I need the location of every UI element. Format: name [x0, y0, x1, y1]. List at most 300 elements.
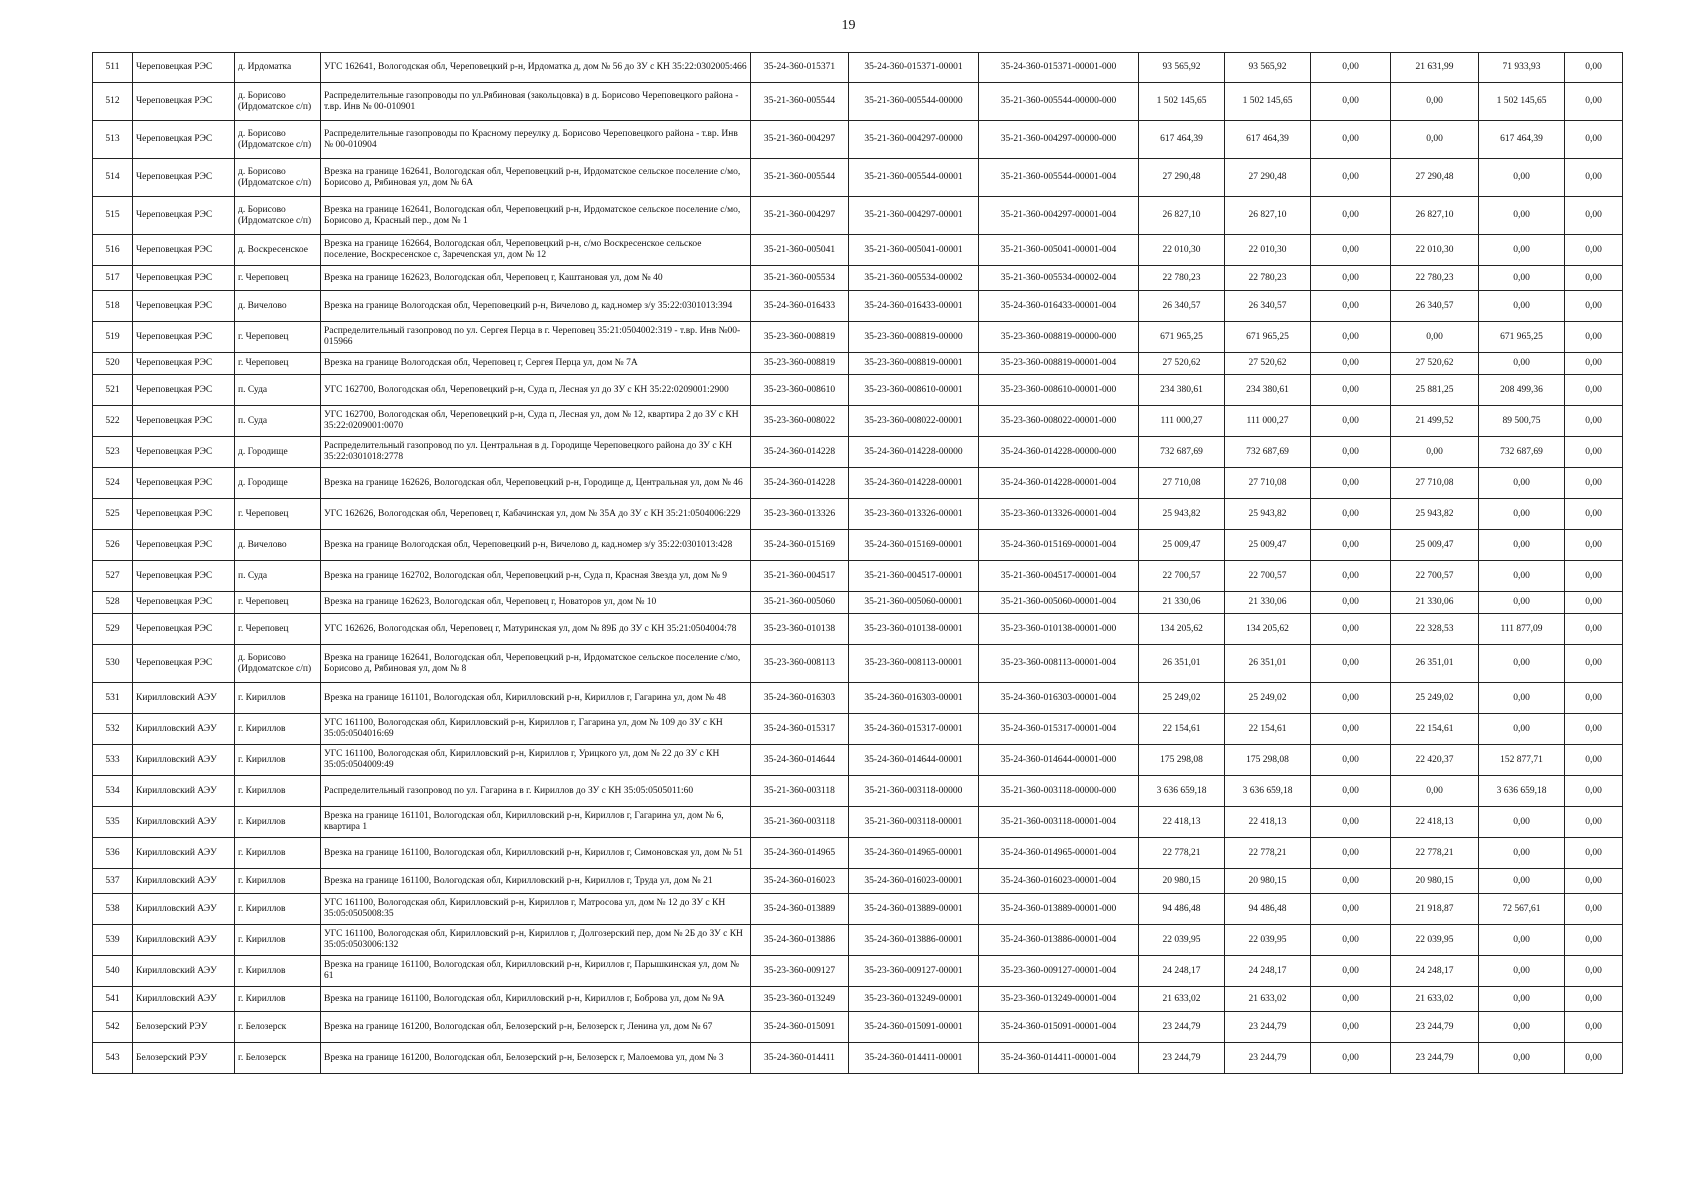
value-col-4: 25 009,47 [1391, 530, 1479, 561]
value-col-6: 0,00 [1565, 406, 1623, 437]
code-2: 35-21-360-004297-00000 [849, 121, 979, 159]
value-book: 22 039,95 [1225, 925, 1311, 956]
row-number: 541 [93, 987, 133, 1012]
organization: Череповецкая РЭС [133, 291, 235, 322]
value-book: 93 565,92 [1225, 53, 1311, 83]
code-1: 35-24-360-014228 [751, 468, 849, 499]
object-description: Распределительные газопроводы по ул.Рябиновая (закольцовка) в д. Борисово Череповецкого района - т.вр. Инв № 00-010901 [321, 83, 751, 121]
code-3: 35-23-360-013326-00001-004 [979, 499, 1139, 530]
value-col-6: 0,00 [1565, 197, 1623, 235]
value-col-5: 0,00 [1479, 987, 1565, 1012]
object-description: Врезка на границе Вологодская обл, Череповецкий р-н, Вичелово д, кад.номер з/у 35:22:0301013:428 [321, 530, 751, 561]
code-2: 35-24-360-015371-00001 [849, 53, 979, 83]
value-col-3: 0,00 [1311, 1012, 1391, 1043]
locality: г. Кириллов [235, 987, 321, 1012]
object-description: УГС 161100, Вологодская обл, Кирилловский р-н, Кириллов г, Долгозерский пер, дом № 2Б до ЗУ с КН 35:05:0503006:132 [321, 925, 751, 956]
value-book: 94 486,48 [1225, 894, 1311, 925]
value-total: 234 380,61 [1139, 375, 1225, 406]
value-book: 27 290,48 [1225, 159, 1311, 197]
code-3: 35-24-360-013889-00001-000 [979, 894, 1139, 925]
value-book: 20 980,15 [1225, 869, 1311, 894]
locality: д. Ирдоматка [235, 53, 321, 83]
row-number: 511 [93, 53, 133, 83]
code-1: 35-23-360-009127 [751, 956, 849, 987]
row-number: 533 [93, 745, 133, 776]
code-1: 35-21-360-003118 [751, 776, 849, 807]
organization: Череповецкая РЭС [133, 375, 235, 406]
object-description: Врезка на границе 161100, Вологодская обл, Кирилловский р-н, Кириллов г, Труда ул, дом № 21 [321, 869, 751, 894]
value-total: 671 965,25 [1139, 322, 1225, 353]
code-1: 35-23-360-008819 [751, 322, 849, 353]
code-2: 35-21-360-005060-00001 [849, 592, 979, 614]
code-1: 35-23-360-008819 [751, 353, 849, 375]
value-book: 23 244,79 [1225, 1043, 1311, 1074]
value-col-4: 25 943,82 [1391, 499, 1479, 530]
table-row [93, 745, 1623, 776]
row-number: 539 [93, 925, 133, 956]
code-1: 35-24-360-015091 [751, 1012, 849, 1043]
value-col-4: 0,00 [1391, 776, 1479, 807]
code-1: 35-24-360-014228 [751, 437, 849, 468]
locality: д. Борисово (Ирдоматское с/п) [235, 83, 321, 121]
row-number: 517 [93, 266, 133, 291]
table-row [93, 121, 1623, 159]
value-col-6: 0,00 [1565, 869, 1623, 894]
organization: Череповецкая РЭС [133, 406, 235, 437]
code-1: 35-24-360-015317 [751, 714, 849, 745]
organization: Череповецкая РЭС [133, 499, 235, 530]
value-col-4: 0,00 [1391, 437, 1479, 468]
object-description: Врезка на границе 162626, Вологодская обл, Череповецкий р-н, Городище д, Центральная ул, дом № 46 [321, 468, 751, 499]
code-3: 35-23-360-008819-00001-004 [979, 353, 1139, 375]
value-total: 23 244,79 [1139, 1012, 1225, 1043]
row-number: 516 [93, 235, 133, 266]
value-col-6: 0,00 [1565, 83, 1623, 121]
value-col-5: 0,00 [1479, 197, 1565, 235]
table-row [93, 235, 1623, 266]
value-total: 22 700,57 [1139, 561, 1225, 592]
row-number: 512 [93, 83, 133, 121]
object-description: УГС 162626, Вологодская обл, Череповец г, Матуринская ул, дом № 89Б до ЗУ с КН 35:21:0504004:78 [321, 614, 751, 645]
organization: Череповецкая РЭС [133, 322, 235, 353]
value-col-3: 0,00 [1311, 838, 1391, 869]
value-book: 22 154,61 [1225, 714, 1311, 745]
object-description: Распределительный газопровод по ул. Сергея Перца в г. Череповец 35:21:0504002:319 - т.вр. Инв №00-015966 [321, 322, 751, 353]
code-3: 35-24-360-015317-00001-004 [979, 714, 1139, 745]
object-description: Врезка на границе Вологодская обл, Череповецкий р-н, Вичелово д, кад.номер з/у 35:22:0301013:394 [321, 291, 751, 322]
value-col-6: 0,00 [1565, 894, 1623, 925]
row-number: 535 [93, 807, 133, 838]
object-description: Врезка на границе Вологодская обл, Череповец г, Сергея Перца ул, дом № 7А [321, 353, 751, 375]
locality: д. Воскресенское [235, 235, 321, 266]
row-number: 540 [93, 956, 133, 987]
value-book: 3 636 659,18 [1225, 776, 1311, 807]
code-3: 35-21-360-005544-00001-004 [979, 159, 1139, 197]
table-row [93, 291, 1623, 322]
value-col-5: 1 502 145,65 [1479, 83, 1565, 121]
code-3: 35-23-360-008819-00000-000 [979, 322, 1139, 353]
value-total: 26 340,57 [1139, 291, 1225, 322]
value-col-3: 0,00 [1311, 375, 1391, 406]
table-row [93, 406, 1623, 437]
code-1: 35-21-360-003118 [751, 807, 849, 838]
value-col-4: 26 351,01 [1391, 645, 1479, 683]
value-total: 21 633,02 [1139, 987, 1225, 1012]
code-2: 35-24-360-016023-00001 [849, 869, 979, 894]
value-col-5: 0,00 [1479, 683, 1565, 714]
row-number: 528 [93, 592, 133, 614]
table-row [93, 437, 1623, 468]
row-number: 543 [93, 1043, 133, 1074]
code-3: 35-21-360-005041-00001-004 [979, 235, 1139, 266]
value-book: 26 340,57 [1225, 291, 1311, 322]
code-3: 35-24-360-016023-00001-004 [979, 869, 1139, 894]
locality: г. Кириллов [235, 807, 321, 838]
value-col-3: 0,00 [1311, 745, 1391, 776]
value-col-5: 0,00 [1479, 869, 1565, 894]
value-col-3: 0,00 [1311, 353, 1391, 375]
value-col-6: 0,00 [1565, 266, 1623, 291]
table-row [93, 353, 1623, 375]
value-col-3: 0,00 [1311, 235, 1391, 266]
row-number: 538 [93, 894, 133, 925]
value-col-6: 0,00 [1565, 925, 1623, 956]
row-number: 531 [93, 683, 133, 714]
value-col-6: 0,00 [1565, 468, 1623, 499]
value-col-6: 0,00 [1565, 645, 1623, 683]
object-description: УГС 162700, Вологодская обл, Череповецкий р-н, Суда п, Лесная ул до ЗУ с КН 35:22:0209001:2900 [321, 375, 751, 406]
locality: д. Борисово (Ирдоматское с/п) [235, 121, 321, 159]
locality: п. Суда [235, 561, 321, 592]
row-number: 526 [93, 530, 133, 561]
row-number: 542 [93, 1012, 133, 1043]
table-row [93, 614, 1623, 645]
organization: Череповецкая РЭС [133, 592, 235, 614]
row-number: 524 [93, 468, 133, 499]
table-row [93, 807, 1623, 838]
code-3: 35-21-360-005534-00002-004 [979, 266, 1139, 291]
value-col-4: 26 827,10 [1391, 197, 1479, 235]
code-3: 35-21-360-004297-00001-004 [979, 197, 1139, 235]
value-col-4: 27 710,08 [1391, 468, 1479, 499]
row-number: 523 [93, 437, 133, 468]
locality: д. Борисово (Ирдоматское с/п) [235, 197, 321, 235]
organization: Череповецкая РЭС [133, 561, 235, 592]
registry-body [93, 53, 1623, 1074]
locality: г. Кириллов [235, 745, 321, 776]
code-1: 35-21-360-005544 [751, 159, 849, 197]
value-col-5: 72 567,61 [1479, 894, 1565, 925]
value-col-5: 0,00 [1479, 956, 1565, 987]
code-2: 35-24-360-014965-00001 [849, 838, 979, 869]
table-row [93, 1012, 1623, 1043]
value-col-4: 24 248,17 [1391, 956, 1479, 987]
code-3: 35-21-360-003118-00001-004 [979, 807, 1139, 838]
table-row [93, 592, 1623, 614]
value-col-4: 25 249,02 [1391, 683, 1479, 714]
value-book: 1 502 145,65 [1225, 83, 1311, 121]
object-description: Врезка на границе 162623, Вологодская обл, Череповец г, Каштановая ул, дом № 40 [321, 266, 751, 291]
object-description: Врезка на границе 161101, Вологодская обл, Кирилловский р-н, Кириллов г, Гагарина ул, дом № 6, квартира 1 [321, 807, 751, 838]
locality: г. Череповец [235, 499, 321, 530]
value-total: 732 687,69 [1139, 437, 1225, 468]
code-3: 35-23-360-008022-00001-000 [979, 406, 1139, 437]
table-row [93, 714, 1623, 745]
value-book: 26 351,01 [1225, 645, 1311, 683]
value-total: 22 778,21 [1139, 838, 1225, 869]
locality: п. Суда [235, 406, 321, 437]
value-col-3: 0,00 [1311, 614, 1391, 645]
value-col-5: 671 965,25 [1479, 322, 1565, 353]
value-total: 25 943,82 [1139, 499, 1225, 530]
value-col-5: 0,00 [1479, 925, 1565, 956]
locality: д. Борисово (Ирдоматское с/п) [235, 645, 321, 683]
code-2: 35-24-360-014228-00001 [849, 468, 979, 499]
table-row [93, 530, 1623, 561]
code-1: 35-24-360-014411 [751, 1043, 849, 1074]
code-3: 35-21-360-005060-00001-004 [979, 592, 1139, 614]
value-total: 134 205,62 [1139, 614, 1225, 645]
value-col-6: 0,00 [1565, 683, 1623, 714]
value-col-6: 0,00 [1565, 235, 1623, 266]
value-col-6: 0,00 [1565, 745, 1623, 776]
value-book: 22 778,21 [1225, 838, 1311, 869]
object-description: Врезка на границе 162702, Вологодская обл, Череповецкий р-н, Суда п, Красная Звезда ул, дом № 9 [321, 561, 751, 592]
value-col-5: 0,00 [1479, 159, 1565, 197]
value-col-5: 0,00 [1479, 530, 1565, 561]
code-2: 35-23-360-008819-00001 [849, 353, 979, 375]
locality: г. Череповец [235, 266, 321, 291]
value-col-5: 617 464,39 [1479, 121, 1565, 159]
code-1: 35-21-360-005041 [751, 235, 849, 266]
code-2: 35-24-360-015169-00001 [849, 530, 979, 561]
code-1: 35-24-360-016433 [751, 291, 849, 322]
value-book: 134 205,62 [1225, 614, 1311, 645]
value-book: 22 010,30 [1225, 235, 1311, 266]
row-number: 518 [93, 291, 133, 322]
value-total: 25 009,47 [1139, 530, 1225, 561]
code-2: 35-24-360-013886-00001 [849, 925, 979, 956]
value-col-3: 0,00 [1311, 53, 1391, 83]
code-1: 35-21-360-004297 [751, 197, 849, 235]
table-row [93, 683, 1623, 714]
locality: г. Кириллов [235, 869, 321, 894]
locality: г. Кириллов [235, 894, 321, 925]
value-col-3: 0,00 [1311, 869, 1391, 894]
value-col-4: 21 330,06 [1391, 592, 1479, 614]
object-description: Врезка на границе 161200, Вологодская обл, Белозерский р-н, Белозерск г, Малоемова ул, дом № 3 [321, 1043, 751, 1074]
value-book: 111 000,27 [1225, 406, 1311, 437]
row-number: 519 [93, 322, 133, 353]
organization: Кирилловский АЭУ [133, 776, 235, 807]
value-col-6: 0,00 [1565, 807, 1623, 838]
table-row [93, 197, 1623, 235]
value-col-3: 0,00 [1311, 714, 1391, 745]
code-1: 35-21-360-005060 [751, 592, 849, 614]
value-book: 26 827,10 [1225, 197, 1311, 235]
value-col-4: 22 420,37 [1391, 745, 1479, 776]
value-col-4: 23 244,79 [1391, 1012, 1479, 1043]
organization: Кирилловский АЭУ [133, 683, 235, 714]
value-col-6: 0,00 [1565, 714, 1623, 745]
value-col-6: 0,00 [1565, 159, 1623, 197]
value-book: 25 943,82 [1225, 499, 1311, 530]
object-description: Врезка на границе 162641, Вологодская обл, Череповецкий р-н, Ирдоматское сельское поселение с/мо, Борисово д, Рябиновая ул, дом № 6А [321, 159, 751, 197]
value-total: 26 351,01 [1139, 645, 1225, 683]
object-description: УГС 162700, Вологодская обл, Череповецкий р-н, Суда п, Лесная ул, дом № 12, квартира 2 до ЗУ с КН 35:22:0209001:0070 [321, 406, 751, 437]
locality: г. Белозерск [235, 1043, 321, 1074]
value-col-3: 0,00 [1311, 266, 1391, 291]
row-number: 520 [93, 353, 133, 375]
locality: д. Вичелово [235, 530, 321, 561]
value-col-3: 0,00 [1311, 592, 1391, 614]
organization: Череповецкая РЭС [133, 614, 235, 645]
code-1: 35-24-360-015371 [751, 53, 849, 83]
row-number: 513 [93, 121, 133, 159]
value-book: 27 520,62 [1225, 353, 1311, 375]
value-col-5: 0,00 [1479, 468, 1565, 499]
row-number: 515 [93, 197, 133, 235]
table-row [93, 894, 1623, 925]
value-col-3: 0,00 [1311, 683, 1391, 714]
value-book: 617 464,39 [1225, 121, 1311, 159]
value-col-4: 22 328,53 [1391, 614, 1479, 645]
code-3: 35-23-360-013249-00001-004 [979, 987, 1139, 1012]
value-col-5: 0,00 [1479, 561, 1565, 592]
table-row [93, 1043, 1623, 1074]
row-number: 537 [93, 869, 133, 894]
value-col-4: 22 778,21 [1391, 838, 1479, 869]
organization: Кирилловский АЭУ [133, 714, 235, 745]
code-1: 35-23-360-013249 [751, 987, 849, 1012]
code-2: 35-24-360-013889-00001 [849, 894, 979, 925]
code-2: 35-24-360-014228-00000 [849, 437, 979, 468]
value-col-3: 0,00 [1311, 197, 1391, 235]
code-3: 35-21-360-004517-00001-004 [979, 561, 1139, 592]
value-col-5: 0,00 [1479, 499, 1565, 530]
row-number: 514 [93, 159, 133, 197]
code-3: 35-24-360-014644-00001-000 [979, 745, 1139, 776]
organization: Череповецкая РЭС [133, 235, 235, 266]
organization: Череповецкая РЭС [133, 83, 235, 121]
code-2: 35-24-360-015317-00001 [849, 714, 979, 745]
value-total: 27 520,62 [1139, 353, 1225, 375]
value-col-5: 111 877,09 [1479, 614, 1565, 645]
table-row [93, 645, 1623, 683]
value-col-6: 0,00 [1565, 375, 1623, 406]
value-book: 23 244,79 [1225, 1012, 1311, 1043]
code-3: 35-24-360-013886-00001-004 [979, 925, 1139, 956]
locality: г. Череповец [235, 322, 321, 353]
object-description: УГС 161100, Вологодская обл, Кирилловский р-н, Кириллов г, Урицкого ул, дом № 22 до ЗУ с КН 35:05:0504009:49 [321, 745, 751, 776]
code-3: 35-23-360-010138-00001-000 [979, 614, 1139, 645]
organization: Кирилловский АЭУ [133, 925, 235, 956]
value-col-4: 0,00 [1391, 83, 1479, 121]
value-total: 24 248,17 [1139, 956, 1225, 987]
value-total: 22 039,95 [1139, 925, 1225, 956]
value-book: 22 700,57 [1225, 561, 1311, 592]
code-1: 35-23-360-008022 [751, 406, 849, 437]
code-2: 35-24-360-015091-00001 [849, 1012, 979, 1043]
value-col-6: 0,00 [1565, 437, 1623, 468]
row-number: 521 [93, 375, 133, 406]
value-book: 22 418,13 [1225, 807, 1311, 838]
organization: Череповецкая РЭС [133, 437, 235, 468]
code-2: 35-21-360-005041-00001 [849, 235, 979, 266]
locality: г. Кириллов [235, 956, 321, 987]
locality: д. Городище [235, 468, 321, 499]
value-total: 94 486,48 [1139, 894, 1225, 925]
table-row [93, 53, 1623, 83]
code-2: 35-23-360-008113-00001 [849, 645, 979, 683]
registry-table [92, 52, 1623, 1074]
value-col-3: 0,00 [1311, 291, 1391, 322]
organization: Кирилловский АЭУ [133, 869, 235, 894]
code-2: 35-21-360-005544-00001 [849, 159, 979, 197]
value-col-4: 22 039,95 [1391, 925, 1479, 956]
value-total: 3 636 659,18 [1139, 776, 1225, 807]
organization: Кирилловский АЭУ [133, 838, 235, 869]
value-col-4: 25 881,25 [1391, 375, 1479, 406]
table-row [93, 925, 1623, 956]
value-col-4: 21 499,52 [1391, 406, 1479, 437]
value-book: 21 633,02 [1225, 987, 1311, 1012]
value-col-3: 0,00 [1311, 807, 1391, 838]
value-col-3: 0,00 [1311, 468, 1391, 499]
value-col-4: 26 340,57 [1391, 291, 1479, 322]
row-number: 536 [93, 838, 133, 869]
object-description: Врезка на границе 162664, Вологодская обл, Череповецкий р-н, с/мо Воскресенское сельское поселение, Воскресенское с, Заречenская ул, дом № 12 [321, 235, 751, 266]
value-col-6: 0,00 [1565, 530, 1623, 561]
value-col-3: 0,00 [1311, 776, 1391, 807]
code-2: 35-21-360-005534-00002 [849, 266, 979, 291]
value-book: 175 298,08 [1225, 745, 1311, 776]
object-description: Врезка на границе 161101, Вологодская обл, Кирилловский р-н, Кириллов г, Гагарина ул, дом № 48 [321, 683, 751, 714]
code-1: 35-24-360-013889 [751, 894, 849, 925]
code-3: 35-23-360-008113-00001-004 [979, 645, 1139, 683]
table-row [93, 468, 1623, 499]
object-description: Врезка на границе 161100, Вологодская обл, Кирилловский р-н, Кириллов г, Боброва ул, дом № 9А [321, 987, 751, 1012]
value-col-6: 0,00 [1565, 1012, 1623, 1043]
code-1: 35-24-360-013886 [751, 925, 849, 956]
value-col-4: 20 980,15 [1391, 869, 1479, 894]
code-3: 35-24-360-014228-00000-000 [979, 437, 1139, 468]
table-row [93, 322, 1623, 353]
table-row [93, 159, 1623, 197]
organization: Белозерский РЭУ [133, 1012, 235, 1043]
locality: г. Кириллов [235, 714, 321, 745]
locality: г. Белозерск [235, 1012, 321, 1043]
organization: Кирилловский АЭУ [133, 894, 235, 925]
organization: Череповецкая РЭС [133, 530, 235, 561]
value-col-4: 22 154,61 [1391, 714, 1479, 745]
row-number: 522 [93, 406, 133, 437]
value-col-3: 0,00 [1311, 437, 1391, 468]
value-col-5: 0,00 [1479, 353, 1565, 375]
value-book: 25 249,02 [1225, 683, 1311, 714]
code-3: 35-24-360-014411-00001-004 [979, 1043, 1139, 1074]
code-2: 35-21-360-005544-00000 [849, 83, 979, 121]
organization: Череповецкая РЭС [133, 645, 235, 683]
code-1: 35-24-360-016023 [751, 869, 849, 894]
organization: Череповецкая РЭС [133, 159, 235, 197]
value-col-3: 0,00 [1311, 561, 1391, 592]
locality: г. Кириллов [235, 683, 321, 714]
value-book: 732 687,69 [1225, 437, 1311, 468]
value-col-4: 22 418,13 [1391, 807, 1479, 838]
object-description: Врезка на границе 161100, Вологодская обл, Кирилловский р-н, Кириллов г, Парышкинская ул, дом № 61 [321, 956, 751, 987]
value-book: 24 248,17 [1225, 956, 1311, 987]
